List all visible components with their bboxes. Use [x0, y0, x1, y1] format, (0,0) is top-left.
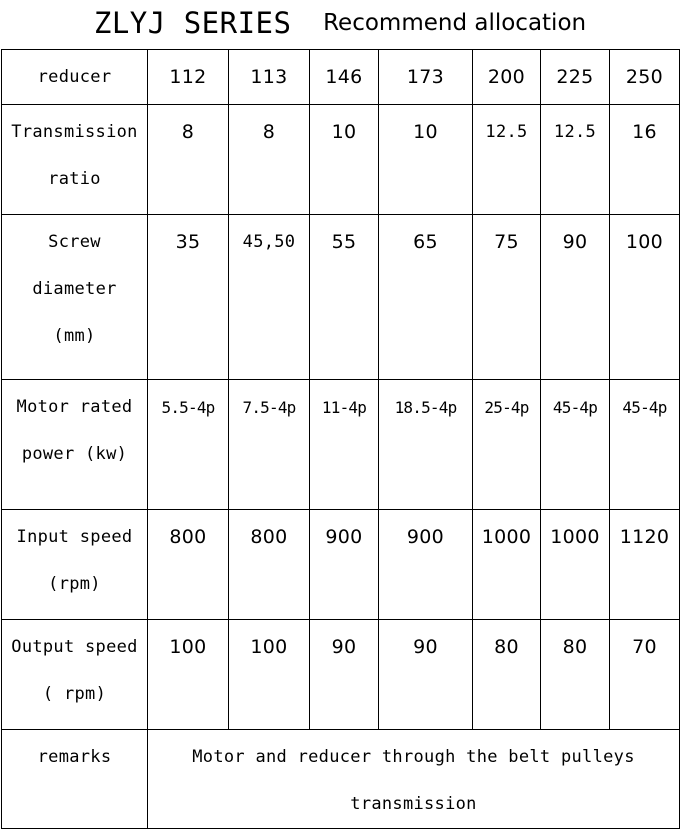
remarks-line: Motor and reducer through the belt pulleys: [192, 747, 635, 767]
allocation-table: [1, 49, 680, 829]
ratio-cell: 12.5: [541, 105, 610, 215]
motor-power-cell: 18.5-4p: [379, 380, 473, 510]
series-subtitle: Recommend allocation: [323, 10, 587, 36]
diameter-cell: 90: [541, 215, 610, 380]
table-row-screw-diameter: [2, 215, 680, 380]
label-line: Input speed: [16, 527, 133, 547]
row-label-transmission-ratio: [2, 105, 148, 215]
diameter-cell: 45,50: [229, 215, 310, 380]
output-speed-cell: 80: [541, 620, 610, 730]
label-line: diameter: [32, 279, 117, 299]
output-speed-cell: 100: [229, 620, 310, 730]
label-line: Motor rated: [16, 397, 133, 417]
label-line: (mm): [53, 326, 96, 346]
page-title: [0, 0, 680, 48]
ratio-cell: 16: [610, 105, 680, 215]
row-label-reducer: reducer: [2, 50, 148, 105]
remarks-line: transmission: [350, 794, 477, 814]
input-speed-cell: 1120: [610, 510, 680, 620]
reducer-cell: 250: [610, 50, 680, 105]
diameter-cell: 100: [610, 215, 680, 380]
ratio-cell: 8: [148, 105, 229, 215]
input-speed-cell: 900: [310, 510, 379, 620]
ratio-cell: 8: [229, 105, 310, 215]
input-speed-cell: 1000: [541, 510, 610, 620]
row-label-screw-diameter: [2, 215, 148, 380]
table-row-input-speed: [2, 510, 680, 620]
motor-power-cell: 7.5-4p: [229, 380, 310, 510]
label-line: Transmission: [11, 122, 138, 142]
label-line: Screw: [48, 232, 101, 252]
series-title: ZLYJ SERIES: [93, 6, 292, 40]
output-speed-cell: 70: [610, 620, 680, 730]
table-row-output-speed: [2, 620, 680, 730]
motor-power-cell: 45-4p: [610, 380, 680, 510]
input-speed-cell: 800: [148, 510, 229, 620]
reducer-cell: 113: [229, 50, 310, 105]
output-speed-cell: 90: [310, 620, 379, 730]
motor-power-cell: 25-4p: [473, 380, 541, 510]
label-line: (rpm): [48, 574, 101, 594]
output-speed-cell: 100: [148, 620, 229, 730]
label-line: ratio: [48, 169, 101, 189]
row-label-motor-power: [2, 380, 148, 510]
motor-power-cell: 11-4p: [310, 380, 379, 510]
reducer-cell: 225: [541, 50, 610, 105]
input-speed-cell: 900: [379, 510, 473, 620]
row-label-output-speed: [2, 620, 148, 730]
table-row-transmission-ratio: [2, 105, 680, 215]
reducer-cell: 173: [379, 50, 473, 105]
label-line: power (kw): [21, 444, 128, 464]
input-speed-cell: 800: [229, 510, 310, 620]
output-speed-cell: 90: [379, 620, 473, 730]
motor-power-cell: 45-4p: [541, 380, 610, 510]
reducer-cell: 112: [148, 50, 229, 105]
diameter-cell: 35: [148, 215, 229, 380]
row-label-input-speed: [2, 510, 148, 620]
row-label-remarks: remarks: [2, 730, 148, 829]
table-row-reducer: [2, 50, 680, 105]
output-speed-cell: 80: [473, 620, 541, 730]
input-speed-cell: 1000: [473, 510, 541, 620]
diameter-cell: 75: [473, 215, 541, 380]
ratio-cell: 10: [310, 105, 379, 215]
label-line: Output speed: [11, 637, 138, 657]
reducer-cell: 146: [310, 50, 379, 105]
ratio-cell: 10: [379, 105, 473, 215]
label-line: ( rpm): [42, 684, 107, 704]
table-row-remarks: [2, 730, 680, 829]
table-row-motor-power: [2, 380, 680, 510]
ratio-cell: 12.5: [473, 105, 541, 215]
diameter-cell: 65: [379, 215, 473, 380]
remarks-text: [148, 730, 680, 829]
motor-power-cell: 5.5-4p: [148, 380, 229, 510]
reducer-cell: 200: [473, 50, 541, 105]
diameter-cell: 55: [310, 215, 379, 380]
